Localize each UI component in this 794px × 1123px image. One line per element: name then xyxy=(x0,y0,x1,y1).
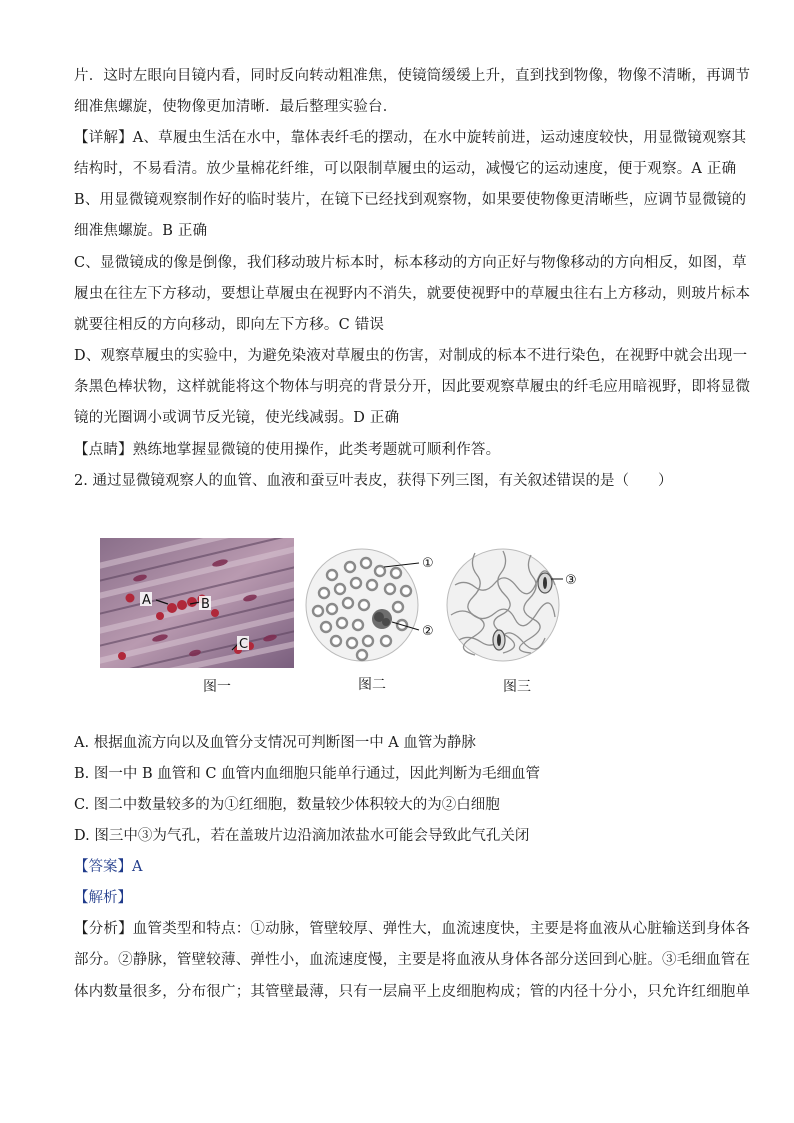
answer-label: 【答案】A xyxy=(74,859,143,875)
paragraph-line: 结构时，不易看清。放少量棉花纤维，可以限制草履虫的运动，减慢它的运动速度，便于观察。A 正确 xyxy=(74,161,737,177)
paragraph-line: 细准焦螺旋，使物像更加清晰．最后整理实验台． xyxy=(74,99,398,115)
tip-line: 【点睛】熟练地掌握显微镜的使用操作，此类考题就可顺利作答。 xyxy=(74,442,501,458)
paragraph-line: 镜的光圈调小或调节反光镜，使光线减弱。D 正确 xyxy=(74,410,400,426)
paragraph-line: D、观察草履虫的实验中，为避免染液对草履虫的伤害，对制成的标本不进行染色，在视野中就会出现一 xyxy=(74,348,748,364)
option-c: C. 图二中数量较多的为①红细胞，数量较少体积较大的为②白细胞 xyxy=(74,797,500,813)
option-a: A. 根据血流方向以及血管分支情况可判断图一中 A 血管为静脉 xyxy=(74,735,476,751)
figure-blood-vessel-micrograph xyxy=(100,538,294,668)
paragraph-line: 片．这时左眼向目镜内看，同时反向转动粗准焦，使镜筒缓缓上升，直到找到物像，物像不清晰，再调节 xyxy=(74,68,751,84)
analysis-line: 【分析】血管类型和特点：①动脉，管壁较厚、弹性大，血流速度快，主要是将血液从心脏输送到身体各 xyxy=(74,921,751,937)
fig3-label-3: ③ xyxy=(565,573,577,588)
fig1-label-c: C xyxy=(239,637,249,652)
fig2-label-1: ① xyxy=(422,556,434,571)
analysis-line: 部分。②静脉，管壁较薄、弹性小，血流速度慢，主要是将血液从身体各部分送回到心脏。③毛细血管在 xyxy=(74,952,751,968)
question-stem: 2. 通过显微镜观察人的血管、血液和蚕豆叶表皮，获得下列三图，有关叙述错误的是（ ） xyxy=(74,473,673,489)
option-b: B. 图一中 B 血管和 C 血管内血细胞只能单行通过，因此判断为毛细血管 xyxy=(74,766,541,782)
fig2-label-2: ② xyxy=(422,624,434,639)
paragraph-line: 履虫在往左下方移动，要想让草履虫在视野内不消失，就要使视野中的草履虫往右上方移动，则玻片标本 xyxy=(74,286,751,302)
analysis-label: 【解析】 xyxy=(74,890,132,906)
analysis-line: 体内数量很多，分布很广；其管壁最薄，只有一层扁平上皮细胞构成；管的内径十分小，只允许红细胞单 xyxy=(74,984,751,1000)
paragraph-line: 条黑色棒状物，这样就能将这个物体与明亮的背景分开，因此要观察草履虫的纤毛应用暗视野，即将显微 xyxy=(74,379,751,395)
paragraph-line: 就要往相反的方向移动，即向左下方移。C 错误 xyxy=(74,317,385,333)
option-d: D. 图三中③为气孔，若在盖玻片边沿滴加浓盐水可能会导致此气孔关闭 xyxy=(74,828,530,844)
figure-1-caption: 图一 xyxy=(203,679,231,695)
figure-leaf-epidermis xyxy=(445,545,585,665)
figure-blood-smear xyxy=(302,545,447,665)
figure-2-caption: 图二 xyxy=(358,677,386,693)
paragraph-line: C、显微镜成的像是倒像，我们移动玻片标本时，标本移动的方向正好与物像移动的方向相反，如图，草 xyxy=(74,255,747,271)
fig1-label-b: B xyxy=(201,597,210,612)
paragraph-line: 细准焦螺旋。B 正确 xyxy=(74,223,208,239)
figure-3-caption: 图三 xyxy=(503,679,531,695)
fig1-label-a: A xyxy=(142,593,151,608)
paragraph-line: B、用显微镜观察制作好的临时装片，在镜下已经找到观察物，如果要使物像更清晰些，应调节显微镜的 xyxy=(74,192,747,208)
detail-heading-line: 【详解】A、草履虫生活在水中，靠体表纤毛的摆动，在水中旋转前进，运动速度较快，用显微镜观察其 xyxy=(74,130,747,146)
